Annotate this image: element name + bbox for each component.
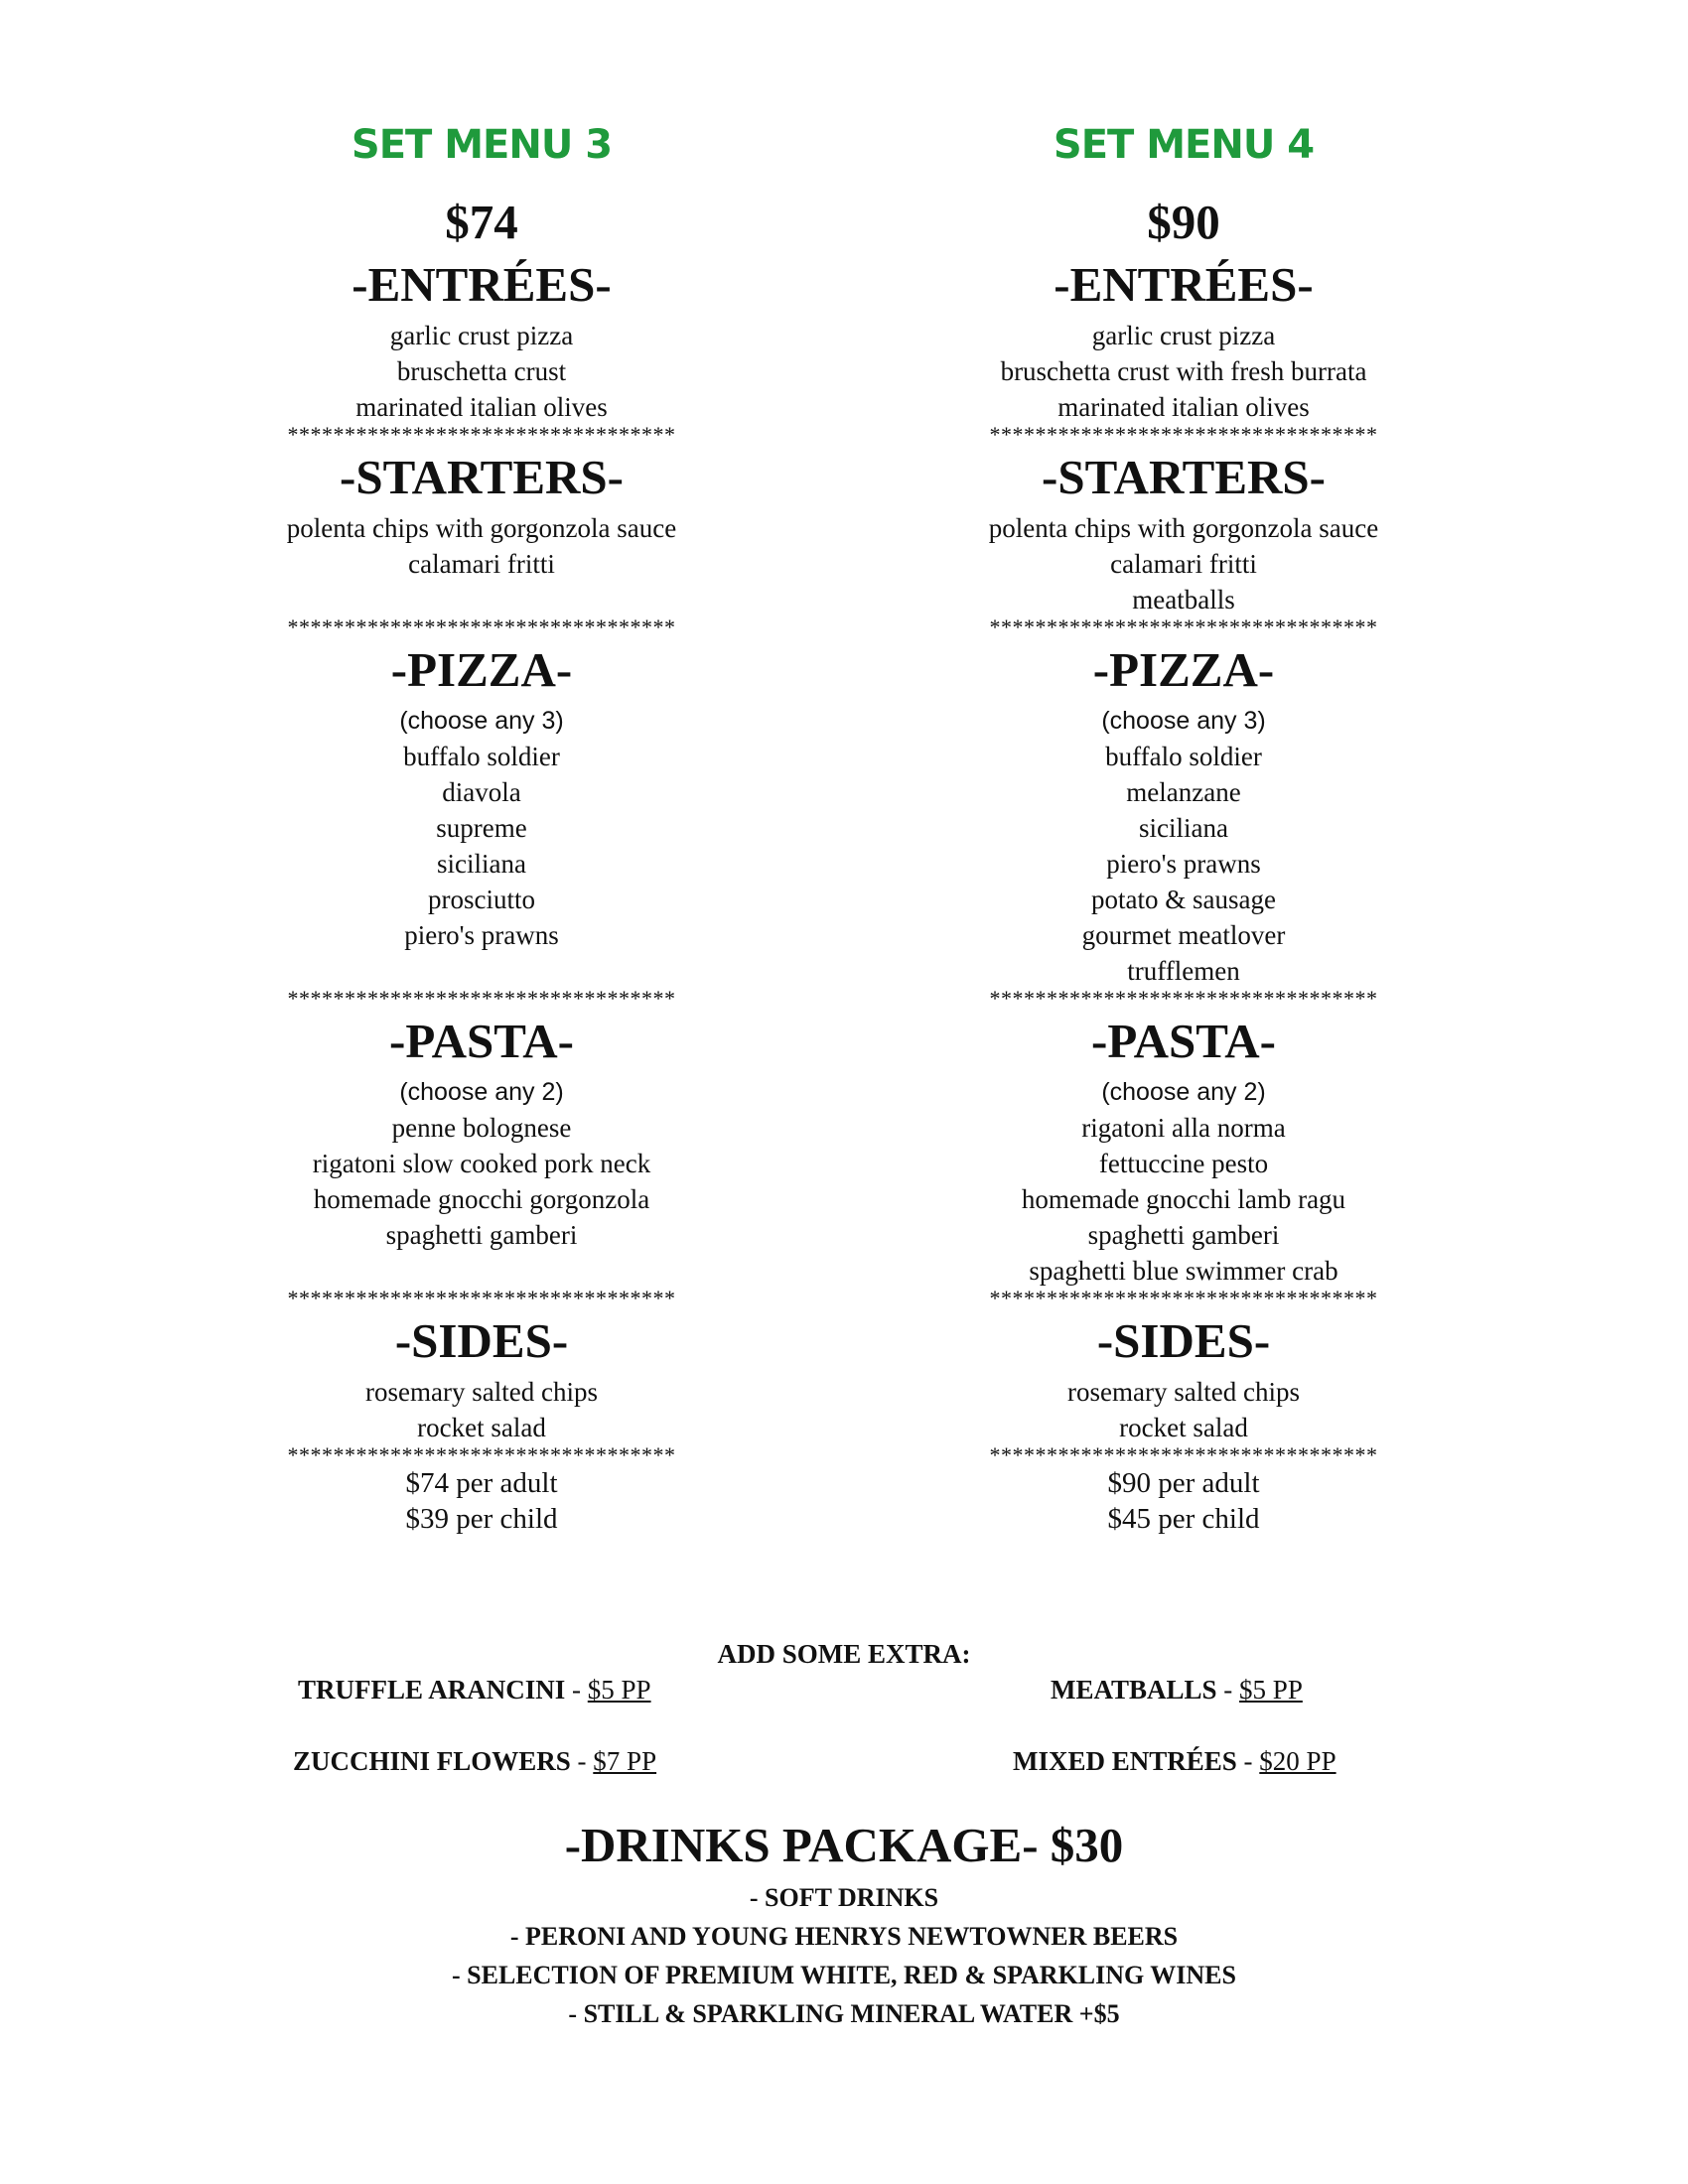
menu-item: garlic crust pizza <box>389 321 574 350</box>
pizza-heading: -PIZZA- <box>1092 642 1275 697</box>
menu-item: rocket salad <box>417 1413 546 1442</box>
menu-item: gourmet meatlover <box>1081 920 1286 950</box>
menu-item: buffalo soldier <box>403 742 560 771</box>
extra-price: $5 PP <box>1239 1675 1303 1705</box>
menu-item: siciliana <box>1139 813 1228 843</box>
menu-item: rosemary salted chips <box>1067 1377 1300 1407</box>
drinks-package <box>0 1813 1688 2033</box>
adult-price: $90 per adult <box>1107 1467 1260 1499</box>
set-menu-3-column <box>134 117 829 1537</box>
menu-price: $74 <box>445 195 518 249</box>
menu-item: polenta chips with gorgonzola sauce <box>286 513 677 543</box>
menu-item: trufflemen <box>1127 956 1240 986</box>
menu-item: polenta chips with gorgonzola sauce <box>988 513 1379 543</box>
separator: ********************************** <box>287 422 676 447</box>
extra-name: MEATBALLS <box>1051 1675 1217 1705</box>
menu-item: calamari fritti <box>1110 549 1257 579</box>
menu-item: spaghetti gamberi <box>1087 1220 1280 1250</box>
extra-price: $5 PP <box>587 1675 651 1705</box>
child-price: $39 per child <box>405 1503 558 1535</box>
menu-title: SET MENU 4 <box>1053 122 1315 168</box>
pasta-heading: -PASTA- <box>1091 1014 1276 1068</box>
menu-item: rigatoni alla norma <box>1081 1113 1286 1143</box>
menu-title: SET MENU 3 <box>351 122 613 168</box>
pizza-heading: -PIZZA- <box>390 642 573 697</box>
menu-item: garlic crust pizza <box>1091 321 1276 350</box>
menu-item: bruschetta crust with fresh burrata <box>1000 356 1367 386</box>
choose-note: (choose any 3) <box>1101 707 1266 735</box>
menu-item: spaghetti gamberi <box>385 1220 578 1250</box>
menu-item: buffalo soldier <box>1105 742 1262 771</box>
separator: ********************************** <box>989 986 1378 1011</box>
menu-item: marinated italian olives <box>355 392 608 422</box>
separator: ********************************** <box>287 614 676 639</box>
choose-note: (choose any 2) <box>1101 1078 1266 1106</box>
menu-item: spaghetti blue swimmer crab <box>1029 1256 1338 1286</box>
menu-item: rosemary salted chips <box>365 1377 598 1407</box>
separator: ********************************** <box>989 422 1378 447</box>
extra-meatballs: MEATBALLS - $5 PP <box>1051 1675 1303 1705</box>
choose-note: (choose any 3) <box>399 707 564 735</box>
menu-item: potato & sausage <box>1091 885 1276 914</box>
drinks-heading: -DRINKS PACKAGE- $30 <box>564 1818 1124 1872</box>
choose-note: (choose any 2) <box>399 1078 564 1106</box>
starters-heading: -STARTERS- <box>340 450 624 504</box>
menu-item: homemade gnocchi gorgonzola <box>313 1184 650 1214</box>
adult-price: $74 per adult <box>405 1467 558 1499</box>
menu-item: piero's prawns <box>404 920 559 950</box>
extras-title: ADD SOME EXTRA: <box>717 1639 971 1669</box>
menu-item: penne bolognese <box>391 1113 572 1143</box>
extra-mixed-entrees: MIXED ENTRÉES - $20 PP <box>1013 1746 1336 1776</box>
separator: ********************************** <box>287 986 676 1011</box>
extra-name: MIXED ENTRÉES <box>1013 1746 1237 1776</box>
menu-item: bruschetta crust <box>396 356 567 386</box>
extra-truffle-arancini: TRUFFLE ARANCINI - $5 PP <box>298 1675 651 1705</box>
separator: ********************************** <box>287 1286 676 1310</box>
pasta-heading: -PASTA- <box>389 1014 574 1068</box>
child-price: $45 per child <box>1107 1503 1260 1535</box>
menu-item: supreme <box>436 813 527 843</box>
menu-item: siciliana <box>437 849 526 879</box>
menu-item: melanzane <box>1126 777 1241 807</box>
drinks-item: - SELECTION OF PREMIUM WHITE, RED & SPARKLING WINES <box>452 1961 1236 1989</box>
drinks-item: - PERONI AND YOUNG HENRYS NEWTOWNER BEERS <box>509 1922 1179 1951</box>
menu-item: rocket salad <box>1119 1413 1248 1442</box>
set-menu-4-column <box>836 117 1531 1537</box>
menu-price: $90 <box>1147 195 1220 249</box>
extra-price: $7 PP <box>593 1746 657 1776</box>
menu-item: homemade gnocchi lamb ragu <box>1021 1184 1346 1214</box>
entrees-heading: -ENTRÉES- <box>352 257 612 312</box>
extra-zucchini-flowers: ZUCCHINI FLOWERS - $7 PP <box>293 1746 657 1776</box>
sides-heading: -SIDES- <box>394 1313 569 1368</box>
separator: ********************************** <box>989 614 1378 639</box>
drinks-item: - SOFT DRINKS <box>749 1883 939 1912</box>
extra-name: TRUFFLE ARANCINI <box>298 1675 566 1705</box>
drinks-item: - STILL & SPARKLING MINERAL WATER +$5 <box>568 1999 1120 2028</box>
menu-item: calamari fritti <box>408 549 555 579</box>
entrees-heading: -ENTRÉES- <box>1054 257 1314 312</box>
sides-heading: -SIDES- <box>1096 1313 1271 1368</box>
extra-price: $20 PP <box>1259 1746 1336 1776</box>
extra-name: ZUCCHINI FLOWERS <box>293 1746 571 1776</box>
menu-item: diavola <box>442 777 521 807</box>
starters-heading: -STARTERS- <box>1042 450 1326 504</box>
separator: ********************************** <box>989 1442 1378 1467</box>
separator: ********************************** <box>287 1442 676 1467</box>
menu-item: meatballs <box>1132 585 1235 614</box>
separator: ********************************** <box>989 1286 1378 1310</box>
menu-item: rigatoni slow cooked pork neck <box>312 1149 651 1178</box>
menu-item: marinated italian olives <box>1057 392 1310 422</box>
menu-item: prosciutto <box>428 885 535 914</box>
menu-item: piero's prawns <box>1106 849 1261 879</box>
menu-item: fettuccine pesto <box>1098 1149 1269 1178</box>
